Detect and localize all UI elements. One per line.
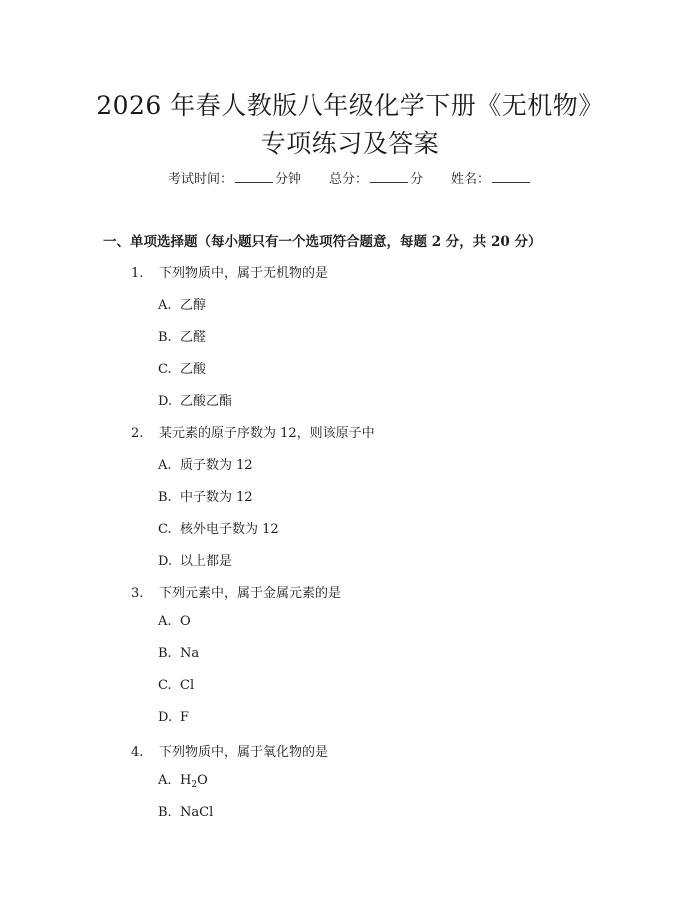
q3-option-d	[158, 710, 189, 725]
exam-time-label: 考试时间：	[167, 172, 233, 187]
total-score-field	[329, 168, 423, 187]
question-text: 某元素的原子序数为 12，则该原子中	[159, 426, 375, 441]
title-line-2: 专项练习及答案	[260, 129, 440, 158]
section-heading: 一、单项选择题（每小题只有一个选项符合题意，每题 2 分，共 20 分）	[103, 234, 542, 250]
student-name-blank	[492, 170, 530, 183]
q3-option-a	[158, 614, 191, 629]
exam-time-blank	[235, 170, 273, 183]
option-text: NaCl	[180, 805, 214, 820]
question-1	[131, 262, 328, 281]
option-key: B.	[158, 646, 172, 661]
option-text: 中子数为 12	[180, 490, 253, 505]
question-text: 下列物质中，属于无机物的是	[159, 266, 329, 281]
option-key: B.	[158, 330, 172, 345]
option-text: 核外电子数为 12	[180, 522, 279, 537]
option-key: D.	[158, 710, 173, 725]
option-text: Na	[180, 646, 200, 661]
q2-option-c	[158, 518, 279, 537]
question-number: 2.	[131, 426, 144, 441]
option-key: C.	[158, 522, 172, 537]
option-key: D.	[158, 554, 173, 569]
question-3	[131, 582, 341, 601]
formula-h: H	[180, 773, 192, 788]
exam-time-unit: 分钟	[274, 172, 301, 187]
student-name-label: 姓名：	[451, 172, 491, 187]
q4-option-a	[158, 773, 208, 788]
q2-option-a	[158, 454, 253, 473]
q4-option-b	[158, 805, 213, 820]
option-text: 质子数为 12	[180, 458, 253, 473]
question-text: 下列元素中，属于金属元素的是	[159, 586, 342, 601]
option-key: D.	[158, 394, 173, 409]
option-key: C.	[158, 362, 172, 377]
q3-option-c	[158, 678, 194, 693]
option-text: 乙醛	[180, 330, 207, 345]
option-text-formula	[180, 773, 208, 788]
option-text: O	[180, 614, 191, 629]
exam-info-row	[0, 168, 700, 187]
q1-option-a	[158, 294, 206, 313]
option-key: B.	[158, 490, 172, 505]
option-key: B.	[158, 805, 172, 820]
option-key: A.	[158, 773, 172, 788]
title-line-1: 2026 年春人教版八年级化学下册《无机物》	[96, 91, 604, 120]
option-key: A.	[158, 298, 172, 313]
formula-o: O	[197, 773, 208, 788]
option-text: 乙酸	[180, 362, 207, 377]
question-number: 3.	[131, 586, 144, 601]
option-text: F	[180, 710, 190, 725]
question-text: 下列物质中，属于氧化物的是	[159, 745, 329, 760]
question-number: 1.	[131, 266, 144, 281]
total-score-unit: 分	[410, 172, 424, 187]
option-text: 以上都是	[180, 554, 233, 569]
option-key: A.	[158, 614, 172, 629]
q3-option-b	[158, 646, 199, 661]
q1-option-c	[158, 358, 206, 377]
exam-time-field	[168, 168, 301, 187]
question-number: 4.	[131, 745, 144, 760]
student-name-field	[451, 168, 532, 187]
total-score-label: 总分：	[328, 172, 368, 187]
q1-option-b	[158, 326, 206, 345]
formula-subscript: 2	[191, 780, 198, 790]
q2-option-b	[158, 486, 253, 505]
option-text: 乙醇	[180, 298, 207, 313]
option-text: 乙酸乙酯	[180, 394, 233, 409]
option-text: Cl	[180, 678, 195, 693]
option-key: C.	[158, 678, 172, 693]
q2-option-d	[158, 550, 232, 569]
question-4	[131, 741, 328, 760]
option-key: A.	[158, 458, 172, 473]
question-2	[131, 422, 375, 441]
total-score-blank	[370, 170, 408, 183]
q1-option-d	[158, 390, 232, 409]
